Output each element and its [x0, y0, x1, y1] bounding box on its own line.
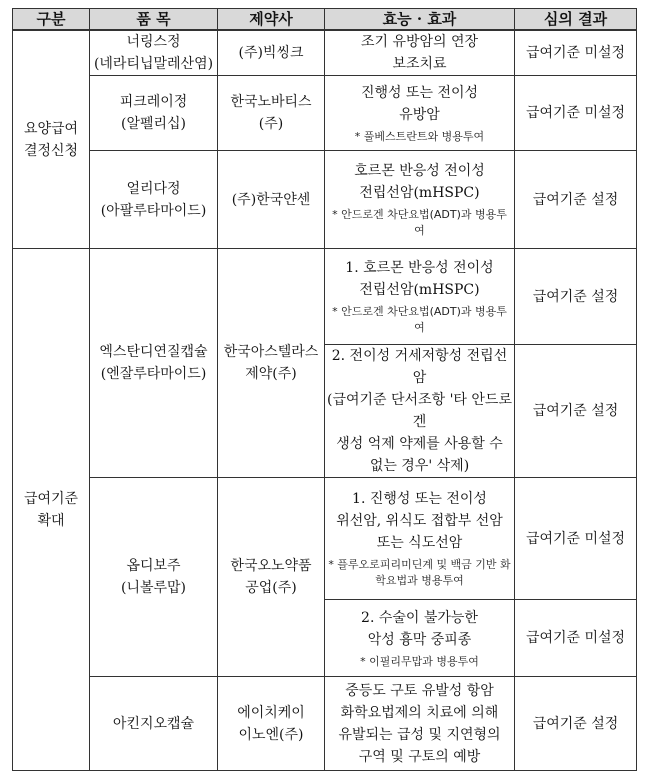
product-cell [90, 478, 218, 677]
product-name: 피크레이정 [119, 94, 188, 110]
company-name: 한국오노약품 [230, 558, 312, 574]
indication-line: 진행성 또는 전이성 [360, 84, 479, 101]
group-label-line: 요양급여 [23, 120, 79, 137]
indication-cell [325, 345, 515, 478]
company-name: (주)한국얀센 [231, 191, 311, 208]
indication-cell [325, 151, 515, 249]
indication-line: (급여기준 단서조항 '타 안드로겐 [327, 392, 512, 430]
company-cell [218, 677, 325, 771]
product-name: 너링스정 [126, 34, 181, 50]
indication-cell [325, 30, 515, 76]
indication-cell [325, 76, 515, 151]
table-row [13, 677, 637, 771]
indication-note: * 안드로겐 차단요법(ADT)과 병용투여 [332, 208, 507, 237]
company-name: (주)빅씽크 [238, 45, 304, 61]
indication-line: 호르몬 반응성 전이성 [354, 163, 485, 179]
company-name: 한국아스텔라스 [223, 344, 319, 360]
indication-line: 2. 수술이 불가능한 [361, 609, 478, 626]
group-label-line: 확대 [37, 512, 65, 529]
product-name: 옵디보주 [126, 558, 181, 574]
indication-line: 유방암 [399, 106, 440, 123]
company-name: 공업(주) [245, 580, 297, 596]
product-ingredient: (니볼루맙) [120, 580, 187, 596]
indication-note: * 이필리무맙과 병용투여 [360, 654, 479, 668]
product-name: 아킨지오캡슐 [112, 715, 195, 732]
product-cell [90, 30, 218, 76]
company-cell [218, 76, 325, 151]
table-row [13, 249, 637, 345]
group-label [13, 30, 90, 249]
group-label [13, 249, 90, 771]
company-cell [218, 151, 325, 249]
result-cell: 급여기준 미설정 [515, 76, 637, 151]
result-cell: 급여기준 미설정 [515, 478, 637, 600]
indication-line: 위선암, 위식도 접합부 선암 [336, 513, 503, 529]
result-cell: 급여기준 설정 [515, 677, 637, 771]
table-row [13, 76, 637, 151]
indication-line: 악성 흉막 중피종 [367, 631, 472, 648]
indication-cell [325, 677, 515, 771]
indication-line: 전립선암(mHSPC) [359, 185, 480, 201]
indication-line: 없는 경우' 삭제) [369, 458, 470, 474]
company-cell [218, 249, 325, 478]
company-cell [218, 30, 325, 76]
indication-line: 보조치료 [392, 56, 447, 72]
indication-line: 화학요법제의 치료에 의해 [340, 704, 499, 721]
company-cell [218, 478, 325, 677]
result-cell: 급여기준 설정 [515, 345, 637, 478]
result-cell: 급여기준 설정 [515, 151, 637, 249]
product-cell [90, 677, 218, 771]
company-name: 한국노바티스 [230, 94, 312, 110]
table-row [13, 151, 637, 249]
indication-line: 1. 진행성 또는 전이성 [352, 491, 487, 507]
header-indication: 효능 · 효과 [325, 9, 515, 31]
table-row [13, 478, 637, 600]
group-label-line: 결정신청 [23, 142, 79, 159]
result-cell: 급여기준 미설정 [515, 600, 637, 677]
indication-note: * 플루오로피리미딘계 및 백금 기반 화학요법과 병용투여 [328, 558, 511, 587]
header-company: 제약사 [218, 9, 325, 31]
product-ingredient: (아팔루타마이드) [100, 202, 207, 219]
indication-line: 조기 유방암의 연장 [360, 34, 479, 50]
product-cell [90, 76, 218, 151]
header-product: 품 목 [90, 9, 218, 31]
product-ingredient: (알펠리십) [120, 116, 187, 132]
indication-cell [325, 478, 515, 600]
company-name: 이노엔(주) [238, 726, 304, 743]
product-name: 엑스탄디연질캡슐 [99, 344, 208, 360]
indication-line: 2. 전이성 거세저항성 전립선암 [331, 348, 508, 386]
indication-line: 유발되는 급성 및 지연형의 [338, 726, 501, 743]
product-ingredient: (엔잘루타마이드) [100, 366, 207, 382]
indication-line: 1. 호르몬 반응성 전이성 [345, 260, 494, 276]
indication-line: 전립선암(mHSPC) [359, 282, 480, 298]
indication-note: * 풀베스트란트와 병용투여 [354, 129, 485, 143]
company-name: 에이치케이 [237, 704, 305, 721]
indication-cell [325, 249, 515, 345]
header-category: 구분 [13, 9, 90, 31]
header-result: 심의 결과 [515, 9, 637, 31]
product-name: 얼리다정 [126, 180, 181, 197]
company-name: 제약(주) [245, 366, 297, 382]
indication-note: * 안드로겐 차단요법(ADT)과 병용투여 [332, 305, 507, 334]
indication-line: 생성 억제 약제를 사용할 수 [336, 436, 503, 452]
product-cell [90, 249, 218, 478]
company-name: (주) [258, 116, 284, 132]
table-row [13, 30, 637, 76]
indication-line: 또는 식도선암 [376, 535, 463, 551]
result-cell: 급여기준 미설정 [515, 30, 637, 76]
indication-cell [325, 600, 515, 677]
product-cell [90, 151, 218, 249]
group-label-line: 급여기준 [23, 490, 79, 507]
indication-line: 구역 및 구토의 예방 [358, 748, 481, 765]
product-ingredient: (네라티닙말레산염) [93, 56, 214, 72]
review-results-table [12, 8, 637, 771]
result-cell: 급여기준 설정 [515, 249, 637, 345]
header-row [13, 9, 637, 31]
indication-line: 중등도 구토 유발성 항암 [345, 682, 494, 699]
